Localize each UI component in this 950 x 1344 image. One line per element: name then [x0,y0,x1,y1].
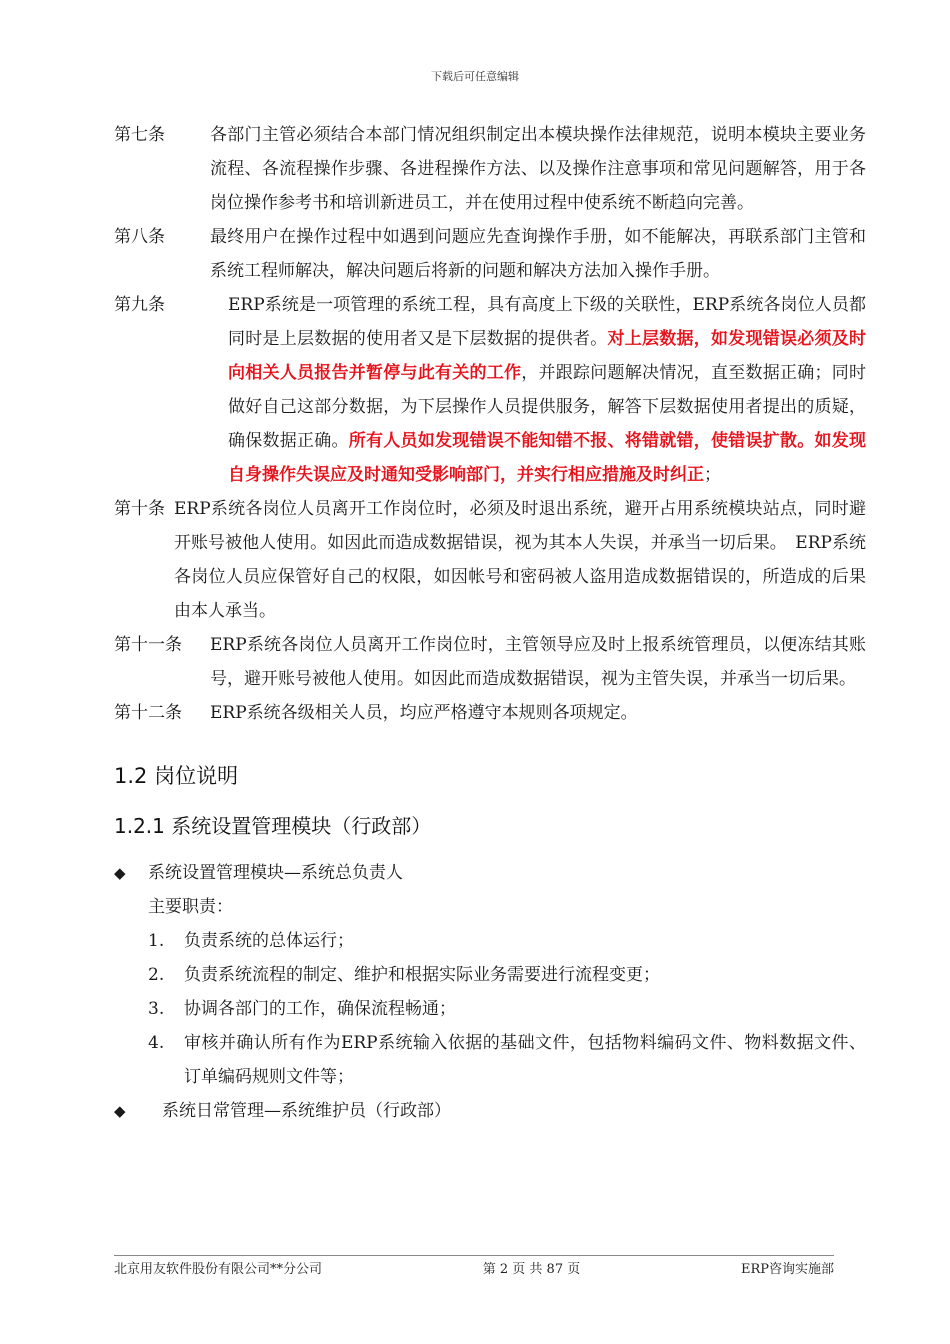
footer-department: ERP咨询实施部 [740,1262,834,1277]
bullet-text: 系统日常管理—系统维护员（行政部） [162,1101,451,1121]
document-body [114,118,866,1128]
article-segment: 各部门主管必须结合本部门情况组织制定出本模块操作法律规范，说明本模块主要业务流程、各流程操作步骤、各进程操作方法、以及操作注意事项和常见问题解答，用于各岗位操作参考书和培训新进员工，并在使用过程中使系统不断趋向完善。 [210,125,866,213]
list-text: 审核并确认所有作为ERP系统输入依据的基础文件，包括物料编码文件、物料数据文件、订单编码规则文件等； [184,1033,866,1087]
list-number: 3. [148,999,165,1019]
list-number: 1. [148,931,165,951]
list-text: 协调各部门的工作，确保流程畅通； [184,999,456,1019]
page-footer [114,1258,834,1277]
list-number: 4. [148,1033,165,1053]
diamond-bullet-icon: ◆ [114,1102,126,1120]
footer-company: 北京用友软件股份有限公司**分公司 [114,1262,323,1277]
section-title: 1.2 岗位说明 [114,764,239,788]
list-number: 2. [148,965,165,985]
bullet-text: 系统设置管理模块—系统总负责人 [148,863,403,883]
article-segment: ，并跟踪问题解决情况，直至数据正确；同时做好自己这部分数据，为下层操作人员提供服务，解答下层数据使用者提出的质疑，确保数据正确。 [228,363,866,451]
article-segment: 最终用户在操作过程中如遇到问题应先查询操作手册，如不能解决，再联系部门主管和系统工程师解决，解决问题后将新的问题和解决方法加入操作手册。 [210,227,866,281]
list-item [148,924,866,958]
subsection-title: 1.2.1 系统设置管理模块（行政部） [114,814,432,838]
article-label: 第八条 [114,227,165,247]
article-label: 第七条 [114,125,165,145]
article-10 [114,492,866,628]
bullet-item-maintenance [114,1094,866,1128]
list-text: 负责系统的总体运行； [184,931,354,951]
footer-divider [114,1255,834,1256]
article-segment: ERP系统各岗位人员离开工作岗位时，主管领导应及时上报系统管理员，以便冻结其账号，避开账号被他人使用。如因此而造成数据错误，视为主管失误，并承当一切后果。 [210,635,866,689]
article-7 [114,118,866,220]
article-12 [114,696,866,730]
list-text: 负责系统流程的制定、维护和根据实际业务需要进行流程变更； [184,965,660,985]
article-text [174,492,866,628]
article-segment: ERP系统各岗位人员离开工作岗位时，必须及时退出系统，避开占用系统模块站点，同时避开账号被他人使用。如因此而造成数据错误，视为其本人失误，并承当一切后果。 ERP系统各岗位人员应保管好自己的权限，如因帐号和密码被人盗用造成数据错误的，所造成的后果由本人承当。 [174,499,866,621]
diamond-bullet-icon: ◆ [114,864,126,882]
article-label: 第十一条 [114,635,182,655]
list-item [148,958,866,992]
article-segment-emphasis: 所有人员如发现错误不能知错不报、将错就错，使错误扩散。如发现自身操作失误应及时通知受影响部门，并实行相应措施及时纠正 [228,431,866,485]
article-label: 第十条 [114,499,165,519]
article-text [210,696,866,730]
duties-label: 主要职责： [148,897,233,917]
article-text [210,118,866,220]
article-9 [114,288,866,492]
footer-page-number: 第 2 页 共 87 页 [482,1262,581,1277]
article-segment: ； [704,465,721,485]
article-text [210,220,866,288]
article-segment: ERP系统各级相关人员，均应严格遵守本规则各项规定。 [210,703,638,723]
article-11 [114,628,866,696]
list-item [148,1026,866,1094]
article-segment: ERP系统是一项管理的系统工程，具有高度上下级的关联性，ERP系统各岗位人员都同时是上层数据的使用者又是下层数据的提供者。 [228,295,866,349]
article-segment-emphasis: 对上层数据，如发现错误必须及时向相关人员报告并暂停与此有关的工作 [228,329,866,383]
header-note: 下载后可任意编辑 [431,70,519,83]
article-label: 第九条 [114,295,165,315]
list-item [148,992,866,1026]
bullet-item-admin [114,856,866,890]
article-8 [114,220,866,288]
article-text [228,288,866,492]
article-text [210,628,866,696]
article-label: 第十二条 [114,703,182,723]
